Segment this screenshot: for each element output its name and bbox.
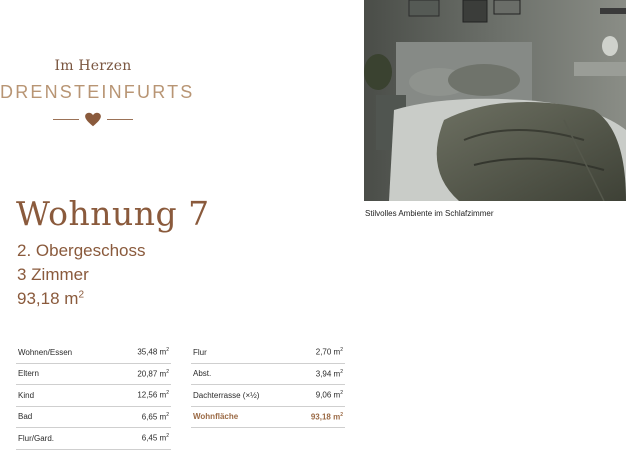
room-area: 6,45 $m^2$ — [112, 428, 171, 450]
room-area: 12,56 $m^2$ — [112, 385, 171, 407]
room-name: Flur — [191, 342, 293, 363]
total-living-area-row — [191, 406, 345, 428]
apartment-title: Wohnung 7 — [16, 194, 210, 233]
room-area: 6,65 $m^2$ — [112, 406, 171, 428]
ornament-rule-left — [53, 119, 79, 120]
bedroom-photo — [364, 0, 626, 201]
room-area: 9,06 $m^2$ — [293, 385, 345, 407]
table-row — [16, 363, 171, 385]
room-area-table-left — [16, 342, 171, 450]
apartment-area-unit-sup: 2 — [78, 289, 84, 301]
room-name: Abst. — [191, 363, 293, 385]
room-name: Eltern — [16, 363, 112, 385]
room-area: 2,70 $m^2$ — [293, 342, 345, 363]
table-row — [191, 385, 345, 407]
apartment-rooms: 3 Zimmer — [17, 265, 89, 284]
room-name: Wohnfläche — [191, 406, 293, 428]
table-row — [16, 385, 171, 407]
room-area: 93,18 $m^2$ — [293, 406, 345, 428]
apartment-area-value: 93,18 m — [17, 289, 79, 308]
table-row — [16, 342, 171, 363]
table-row — [191, 363, 345, 385]
table-row — [191, 342, 345, 363]
room-area-table-right — [191, 342, 345, 428]
room-name: Bad — [16, 406, 112, 428]
logo-tagline: Im Herzen — [54, 58, 132, 74]
room-area: 3,94 $m^2$ — [293, 363, 345, 385]
logo-town-name: DRENSTEINFURTS — [0, 82, 195, 102]
room-area: 35,48 $m^2$ — [112, 342, 171, 363]
room-name: Wohnen/Essen — [16, 342, 112, 363]
photo-caption: Stilvolles Ambiente im Schlafzimmer — [365, 209, 494, 218]
room-name: Flur/Gard. — [16, 428, 112, 450]
room-area: 20,87 $m^2$ — [112, 363, 171, 385]
apartment-floor: 2. Obergeschoss — [17, 241, 146, 260]
room-name: Dachterrasse (×½) — [191, 385, 293, 407]
heart-icon — [84, 112, 102, 127]
table-row — [16, 406, 171, 428]
apartment-area — [17, 289, 84, 309]
logo-ornament — [53, 112, 133, 126]
table-row — [16, 428, 171, 450]
ornament-rule-right — [107, 119, 133, 120]
room-name: Kind — [16, 385, 112, 407]
logo — [0, 58, 195, 126]
